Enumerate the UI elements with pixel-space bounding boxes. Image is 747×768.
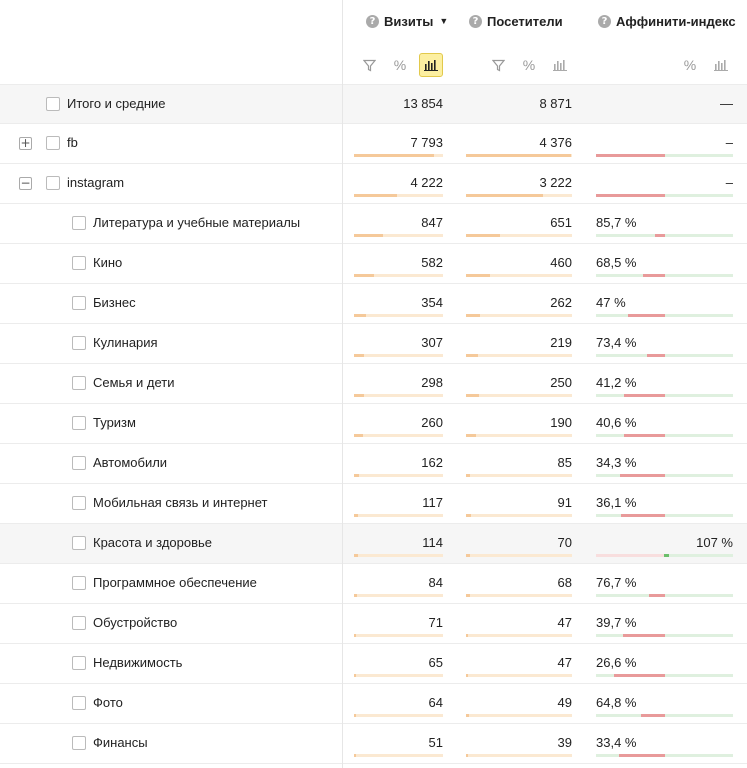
percent-icon[interactable]: % [522,57,536,73]
visits-value: 84 [428,575,443,590]
affinity-value: 107 % [696,535,733,550]
row-label: Кулинария [93,335,158,350]
affinity-value: 85,7 % [596,215,637,230]
affinity-value: 34,3 % [596,455,637,470]
row-checkbox[interactable] [46,97,60,111]
percent-icon[interactable]: % [683,57,697,73]
visitors-value: 39 [557,735,572,750]
affinity-value: 39,7 % [596,615,637,630]
collapse-icon[interactable]: − [20,176,31,190]
bar-chart-icon[interactable] [709,53,733,77]
visitors-bar [466,474,572,477]
visits-bar [354,634,443,637]
row-checkbox[interactable] [72,336,86,350]
affinity-bar [596,194,733,197]
row-checkbox[interactable] [72,536,86,550]
visitors-bar-fill [466,634,468,637]
affinity-bar-bg [596,554,665,557]
visits-bar-fill [354,394,364,397]
visits-bar-fill [354,594,357,597]
filter-icon[interactable] [357,53,381,77]
visits-value: 64 [428,695,443,710]
row-checkbox[interactable] [72,736,86,750]
visitors-bar [466,194,572,197]
affinity-bar [596,394,733,397]
table-row[interactable] [0,604,747,644]
visits-bar [354,154,443,157]
visitors-value: 8 871 [539,96,572,111]
visits-bar-fill [354,314,366,317]
visits-value: 13 854 [403,96,443,111]
visitors-value: 47 [557,615,572,630]
row-label: Программное обеспечение [93,575,257,590]
bar-chart-icon[interactable] [419,53,443,77]
affinity-bar [596,434,733,437]
affinity-value: 41,2 % [596,375,637,390]
visits-bar-fill [354,154,434,157]
visitors-value: 460 [550,255,572,270]
sort-desc-icon[interactable]: ▼ [439,16,449,26]
row-label[interactable]: fb [67,135,78,150]
visits-value: 582 [421,255,443,270]
row-checkbox[interactable] [72,616,86,630]
visitors-bar-fill [466,274,490,277]
visits-column-title: Визиты [384,13,434,29]
visitors-bar-fill [466,434,476,437]
visits-bar-fill [354,714,356,717]
affinity-bar-negative [619,754,665,757]
visits-bar-fill [354,554,358,557]
affinity-column-header[interactable] [598,12,736,30]
visits-value: 71 [428,615,443,630]
visitors-value: 85 [557,455,572,470]
table-row[interactable] [0,524,747,564]
row-checkbox[interactable] [72,296,86,310]
visits-bar [354,434,443,437]
affinity-bar-negative [620,474,665,477]
affinity-bar-negative [641,714,665,717]
visitors-bar [466,714,572,717]
row-checkbox[interactable] [72,456,86,470]
table-row[interactable] [0,404,747,444]
bar-chart-icon[interactable] [548,53,572,77]
visitors-bar-fill [466,234,500,237]
row-checkbox[interactable] [72,256,86,270]
affinity-value: 68,5 % [596,255,637,270]
affinity-bar [596,514,733,517]
row-checkbox[interactable] [72,216,86,230]
row-checkbox[interactable] [72,496,86,510]
visits-value: 260 [421,415,443,430]
visitors-bar-fill [466,314,480,317]
affinity-bar-negative [655,234,665,237]
visitors-value: 651 [550,215,572,230]
total-row [0,84,747,124]
visits-bar [354,194,443,197]
table-row[interactable] [0,284,747,324]
visits-bar-fill [354,354,364,357]
row-label: Кино [93,255,123,270]
visitors-value: 47 [557,655,572,670]
visits-value: 298 [421,375,443,390]
visitors-value: 49 [557,695,572,710]
visitors-bar [466,394,572,397]
row-label: Обустройство [93,615,178,630]
row-label: Семья и дети [93,375,175,390]
visitors-value: 91 [557,495,572,510]
visitors-bar [466,674,572,677]
affinity-bar [596,314,733,317]
row-label: Мобильная связь и интернет [93,495,268,510]
help-icon[interactable]: ? [469,15,482,28]
visitors-bar-fill [466,554,470,557]
affinity-value: 76,7 % [596,575,637,590]
affinity-bar-negative [614,674,665,677]
visitors-bar-fill [466,714,469,717]
visits-bar [354,754,443,757]
visitors-bar-fill [466,514,471,517]
visitors-value: 250 [550,375,572,390]
visits-bar-fill [354,274,374,277]
table-row[interactable] [0,204,747,244]
affinity-bar [596,234,733,237]
visitors-value: 3 222 [539,175,572,190]
table-row[interactable] [0,724,747,764]
visitors-bar [466,274,572,277]
row-checkbox[interactable] [72,416,86,430]
row-checkbox[interactable] [72,576,86,590]
visitors-bar [466,314,572,317]
visits-bar-fill [354,514,358,517]
row-label: Автомобили [93,455,168,470]
affinity-bar [596,154,733,157]
row-checkbox[interactable] [46,176,60,190]
row-label: Финансы [93,735,148,750]
visitors-value: 262 [550,295,572,310]
row-checkbox[interactable] [46,136,60,150]
affinity-value: – [725,175,733,190]
visitors-bar [466,634,572,637]
visits-bar [354,314,443,317]
visits-value: 354 [421,295,443,310]
visitors-value: 4 376 [539,135,572,150]
visits-bar [354,354,443,357]
visitors-value: 219 [550,335,572,350]
help-icon[interactable]: ? [598,15,611,28]
visits-bar-fill [354,434,363,437]
visitors-bar-fill [466,194,543,197]
visitors-bar-fill [466,674,468,677]
affinity-value: 73,4 % [596,335,637,350]
affinity-bar-negative [624,394,665,397]
visits-value: 65 [428,655,443,670]
visitors-column-header[interactable] [469,12,563,30]
visits-bar [354,594,443,597]
visits-bar-fill [354,634,356,637]
visits-value: 4 222 [410,175,443,190]
visitors-bar-fill [466,154,571,157]
filter-icon[interactable] [486,53,510,77]
expand-icon[interactable]: + [20,136,31,150]
row-checkbox[interactable] [72,376,86,390]
visitors-bar [466,434,572,437]
row-label: Красота и здоровье [93,535,213,550]
visitors-value: 70 [557,535,572,550]
visitors-bar-fill [466,754,468,757]
visitors-column-title: Посетители [487,13,563,29]
visitors-bar [466,754,572,757]
visitors-bar [466,234,572,237]
affinity-value: 36,1 % [596,495,637,510]
visits-bar-fill [354,754,356,757]
column-divider [342,0,343,768]
affinity-bar-negative [628,314,665,317]
visits-bar-fill [354,674,356,677]
affinity-value: 64,8 % [596,695,637,710]
visits-bar [354,474,443,477]
affinity-value: 33,4 % [596,735,637,750]
table-row[interactable] [0,484,747,524]
visits-value: 847 [421,215,443,230]
affinity-bar [596,674,733,677]
visits-bar [354,554,443,557]
visits-bar [354,714,443,717]
visitors-bar [466,154,572,157]
affinity-bar [596,474,733,477]
row-label: Итого и средние [67,96,166,111]
row-label: Туризм [93,415,136,430]
affinity-bar-negative [596,154,665,157]
affinity-bar-negative [596,194,665,197]
table-row[interactable] [0,684,747,724]
row-label: Литература и учебные материалы [93,215,301,230]
visits-column-header[interactable] [366,12,448,30]
visits-value: 7 793 [410,135,443,150]
table-row[interactable] [0,364,747,404]
row-label: Бизнес [93,295,136,310]
table-row[interactable] [0,244,747,284]
visits-bar [354,234,443,237]
affinity-value: 40,6 % [596,415,637,430]
affinity-bar-negative [643,274,665,277]
affinity-bar [596,594,733,597]
affinity-bar-negative [624,434,665,437]
group-row[interactable] [0,164,747,204]
visitors-bar-fill [466,594,470,597]
visitors-bar-fill [466,354,478,357]
row-label[interactable]: instagram [67,175,125,190]
affinity-bar-negative [621,514,665,517]
affinity-value: 26,6 % [596,655,637,670]
table-row[interactable] [0,444,747,484]
visits-bar [354,274,443,277]
visits-bar [354,674,443,677]
row-checkbox[interactable] [72,656,86,670]
affinity-bar [596,634,733,637]
visits-bar [354,394,443,397]
visits-value: 114 [422,535,443,550]
visits-bar [354,514,443,517]
affinity-value: 47 % [596,295,626,310]
affinity-value: — [720,96,733,111]
row-label: Фото [93,695,123,710]
visitors-bar [466,554,572,557]
visits-bar-fill [354,194,397,197]
visits-value: 51 [428,735,443,750]
affinity-bar-negative [647,354,665,357]
visitors-value: 190 [550,415,572,430]
visits-value: 307 [421,335,443,350]
visitors-bar-fill [466,474,470,477]
affinity-bar-positive [664,554,669,557]
affinity-column-title: Аффинити-индекс [616,13,736,29]
row-label: Недвижимость [93,655,183,670]
row-checkbox[interactable] [72,696,86,710]
visits-value: 117 [422,495,443,510]
table-row[interactable] [0,644,747,684]
help-icon[interactable]: ? [366,15,379,28]
table-row[interactable] [0,564,747,604]
table-header [0,0,747,84]
visits-bar-fill [354,234,383,237]
percent-icon[interactable]: % [393,57,407,73]
affinity-bar-negative [649,594,665,597]
visits-value: 162 [421,455,443,470]
affinity-bar [596,354,733,357]
visits-bar-fill [354,474,359,477]
visitors-bar-fill [466,394,479,397]
affinity-bar [596,274,733,277]
visitors-value: 68 [557,575,572,590]
affinity-bar-negative [623,634,665,637]
affinity-bar [596,714,733,717]
affinity-bar [596,554,733,557]
group-row[interactable] [0,124,747,164]
affinity-bar [596,754,733,757]
affinity-value: – [725,135,733,150]
visitors-bar [466,514,572,517]
table-row[interactable] [0,324,747,364]
visitors-bar [466,594,572,597]
visitors-bar [466,354,572,357]
